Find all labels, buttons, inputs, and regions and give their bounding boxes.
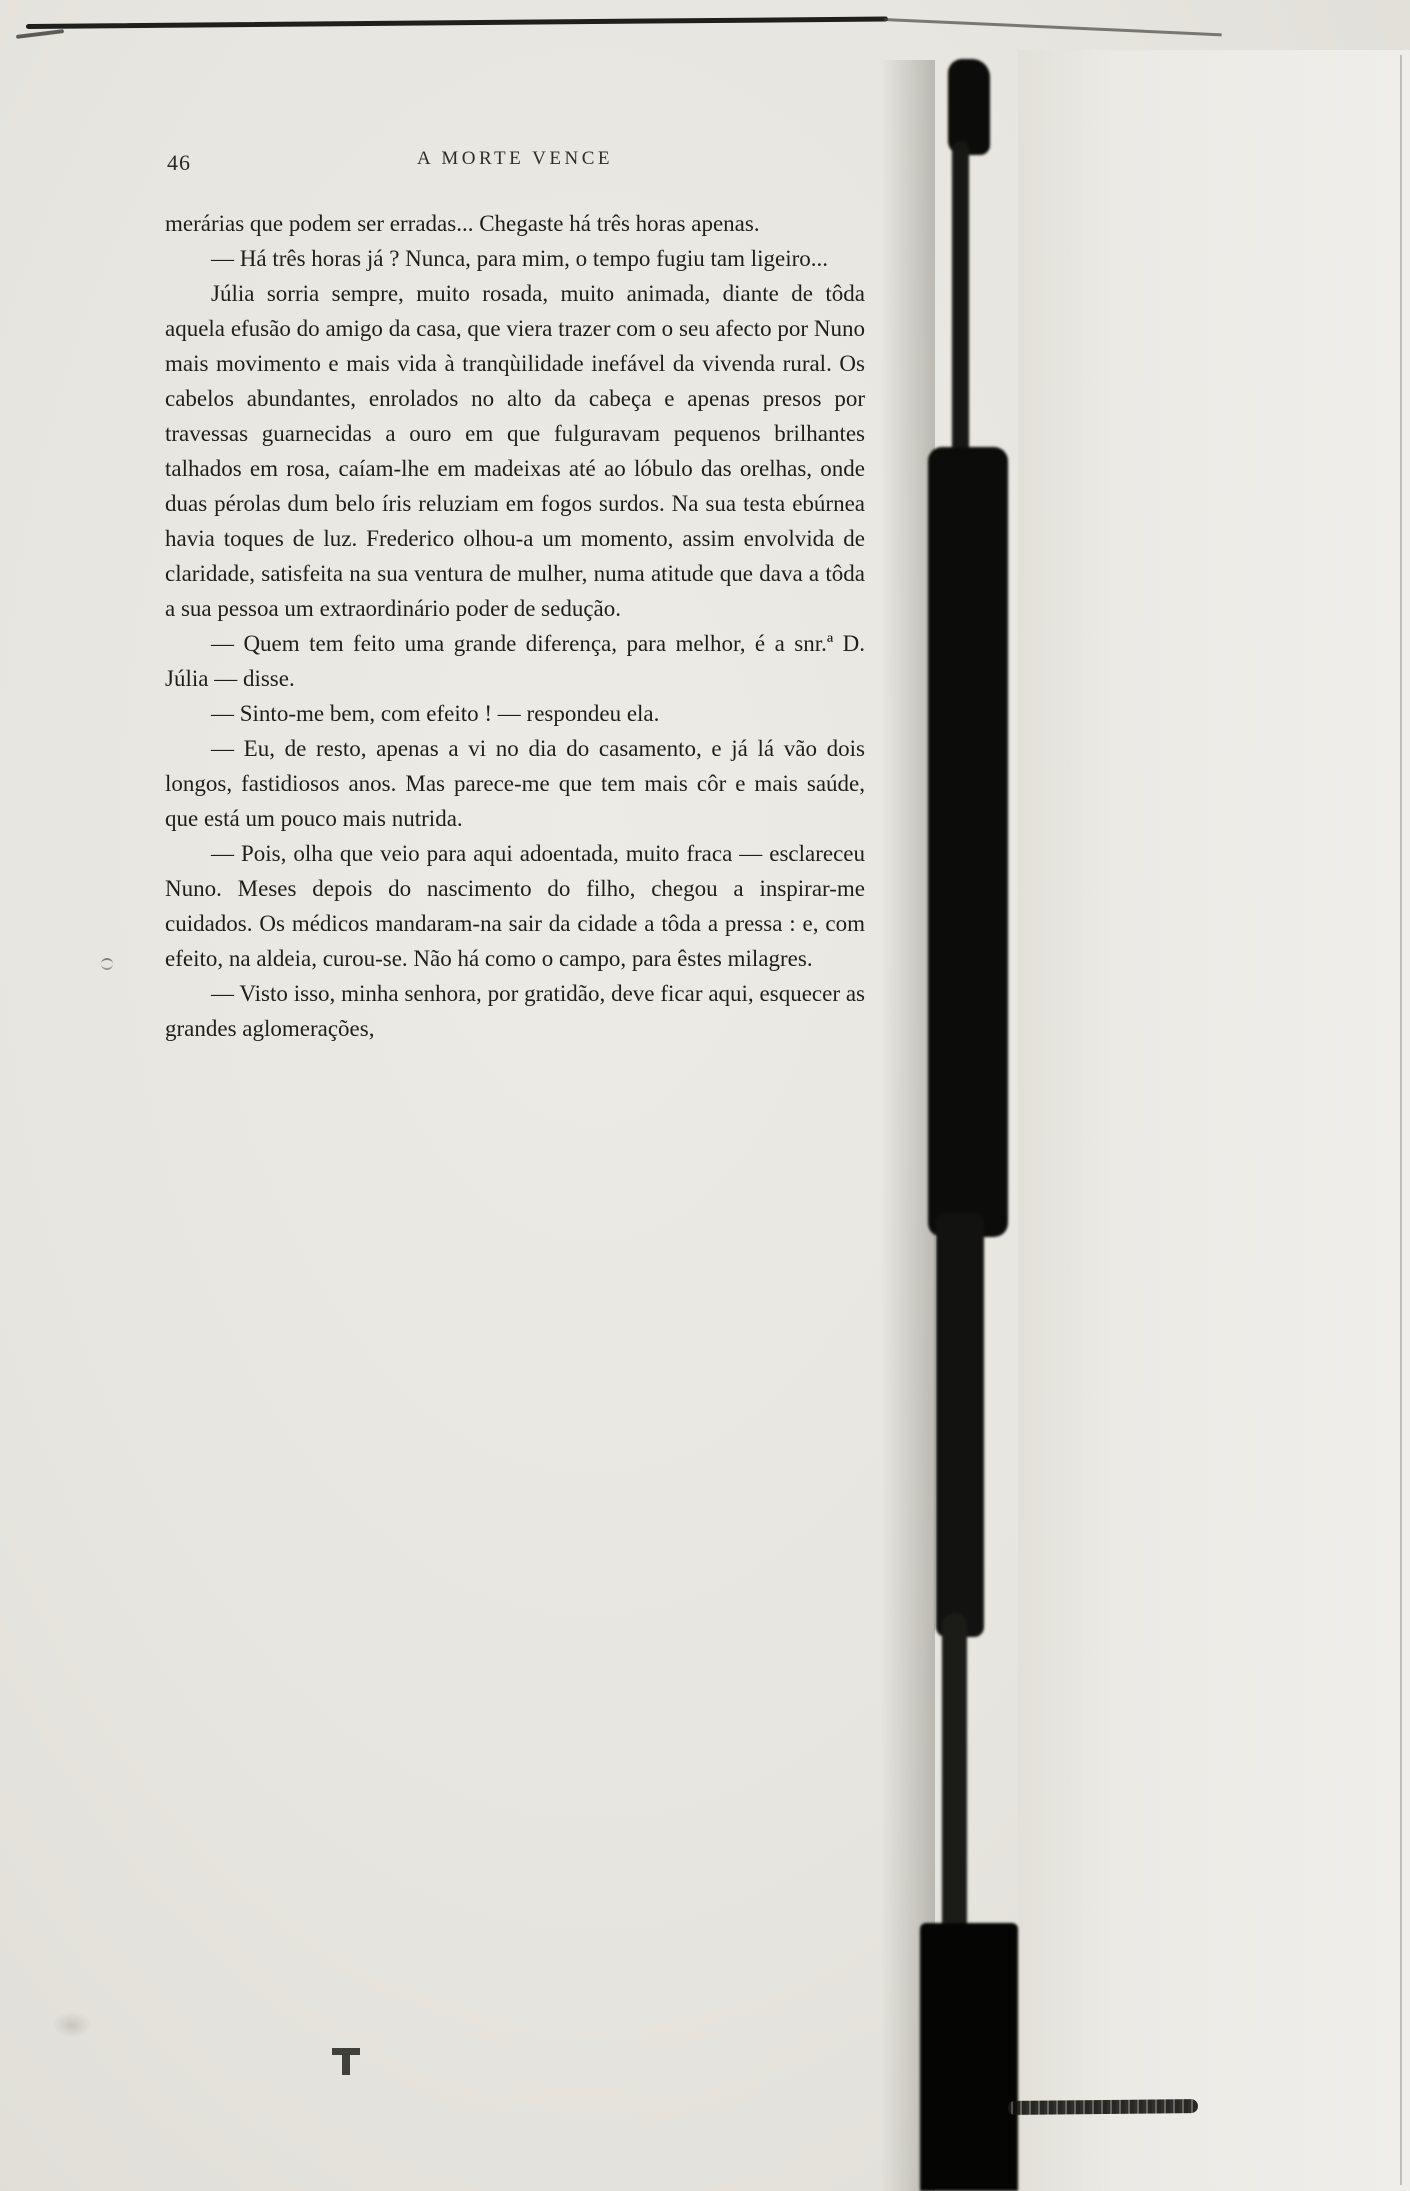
scan-artifact-spine-band (920, 55, 1022, 2191)
scan-artifact-ink-stamp (332, 2048, 360, 2076)
scan-artifact-top-rule-right (884, 18, 1222, 36)
scan-artifact-spine-streak-mid (936, 1213, 984, 1637)
page-text (165, 206, 865, 1046)
scan-artifact-top-rule (26, 16, 888, 29)
scan-artifact-spine-blob-top (948, 59, 990, 155)
running-title: A MORTE VENCE (416, 148, 613, 169)
scan-artifact-spine-streak-lower (942, 1613, 967, 1947)
scan-artifact-spine-wide-middle (928, 447, 1008, 1237)
paragraph-dialogue-4: — Eu, de resto, apenas a vi no dia do casamento, e já lá vão dois longos, fastidiosos anos. Mas parece-me que tem mais côr e mais saúde, que está um pouco mais nutrida. (165, 736, 865, 831)
scan-artifact-handwriting-squiggle (1008, 2099, 1198, 2115)
scan-artifact-top-dash (16, 29, 64, 39)
paragraph-dialogue-2: — Quem tem feito uma grande diferença, para melhor, é a snr.ª D. Júlia — disse. (165, 631, 865, 691)
scan-artifact-bottom-smudge (52, 2012, 92, 2038)
paragraph-continuation: merárias que podem ser erradas... Chegaste há três horas apenas. (165, 211, 760, 236)
adjacent-page-edge (1018, 50, 1410, 2191)
scan-artifact-page-edge-line (1400, 55, 1402, 2185)
paragraph-narrative: Júlia sorria sempre, muito rosada, muito animada, diante de tôda aquela efusão do amigo da casa, que viera trazer com o seu afecto por Nuno mais movimento e mais vida à tranqùilidade inefável da vivenda rural. Os cabelos abundantes, enrolados no alto da cabeça e apenas presos por travessas guarnecidas a ouro em que fulguravam pequenos brilhantes talhados em rosa, caíam-lhe em madeixas até ao lóbulo das orelhas, onde duas pérolas dum belo íris reluziam em fogos surdos. Na sua testa ebúrnea havia toques de luz. Frederico olhou-a um momento, assim envolvida de claridade, satisfeita na sua ventura de mulher, numa atitude que dava a tôda a sua pessoa um extraordinário poder de sedução. (165, 281, 865, 621)
page-number: 46 (167, 150, 191, 175)
paragraph-dialogue-1: — Há três horas já ? Nunca, para mim, o tempo fugiu tam ligeiro... (211, 246, 828, 271)
scan-artifact-spine-streak-upper (952, 141, 969, 471)
scan-artifact-spine-bottom-block (920, 1923, 1018, 2191)
paragraph-dialogue-3: — Sinto-me bem, com efeito ! — respondeu ela. (211, 701, 660, 726)
page-header (165, 148, 865, 178)
paragraph-dialogue-5: — Pois, olha que veio para aqui adoentada, muito fraca — esclareceu Nuno. Meses depois do nascimento do filho, chegou a inspirar-me cuidados. Os médicos mandaram-na sair da cidade a tôda a pressa : e, com efeito, na aldeia, curou-se. Não há como o campo, para êstes milagres. (165, 841, 865, 971)
scan-artifact-margin-speck (101, 958, 113, 970)
paragraph-dialogue-6: — Visto isso, minha senhora, por gratidão, deve ficar aqui, esquecer as grandes aglomerações, (165, 981, 865, 1041)
